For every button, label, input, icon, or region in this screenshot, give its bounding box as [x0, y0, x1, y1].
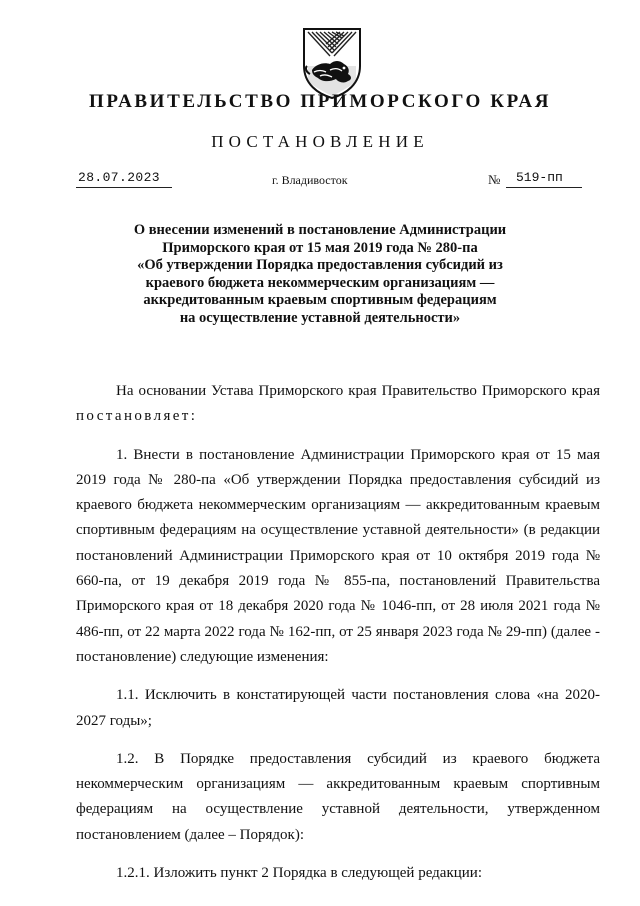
document-date: 28.07.2023	[76, 170, 172, 188]
intro-paragraph	[76, 379, 600, 430]
government-name: ПРАВИТЕЛЬСТВО ПРИМОРСКОГО КРАЯ	[88, 91, 552, 112]
title-line: Приморского края от 15 мая 2019 года № 280-па	[162, 239, 478, 256]
intro-verb: постановляет:	[76, 408, 198, 425]
title-line: аккредитованным краевым спортивным федерациям	[143, 292, 497, 309]
document-city: г. Владивосток	[272, 173, 348, 187]
title-line: «Об утверждении Порядка предоставления субсидий из	[137, 257, 503, 274]
coat-of-arms-icon	[300, 26, 364, 100]
number-sign: №	[488, 172, 501, 187]
paragraph-1-2: 1.2. В Порядке предоставления субсидий из краевого бюджета некоммерческим организациям — аккредитованным краевым спортивным федерациям на осуществление уставной деятельности, утвержденном постановлением (далее – Порядок):	[76, 750, 600, 843]
document-type: ПОСТАНОВЛЕНИЕ	[211, 132, 429, 151]
paragraph-1-1: 1.1. Исключить в констатирующей части постановления слова «на 2020-2027 годы»;	[76, 687, 600, 729]
paragraph-1-2-1: 1.2.1. Изложить пункт 2 Порядка в следующей редакции:	[116, 865, 482, 882]
document-body	[76, 379, 600, 886]
title-line: О внесении изменений в постановление Администрации	[133, 222, 507, 238]
title-line: краевого бюджета некоммерческим организациям —	[145, 274, 495, 291]
document-number: 519-пп	[506, 170, 582, 188]
document-title	[100, 222, 540, 328]
intro-text: На основании Устава Приморского края Правительство Приморского края	[116, 383, 600, 399]
title-line: на осуществление уставной деятельности»	[179, 309, 461, 326]
paragraph-1: 1. Внести в постановление Администрации Приморского края от 15 мая 2019 года № 280-па «Об утверждении Порядка предоставления субсидий из краевого бюджета некоммерческим организациям — аккредитованным краевым спортивным федерациям на осуществление уставной деятельности» (в редакции постановлений Администрации Приморского края от 10 октября 2019 года № 660-па, от 19 декабря 2019 года № 855-па, постановлений Правительства Приморского края от 18 декабря 2020 года № 1046-пп, от 28 июля 2021 года № 486-пп, от 22 марта 2022 года № 162-пп, от 25 января 2023 года № 29-пп) (далее - постановление) следующие изменения:	[76, 446, 600, 665]
